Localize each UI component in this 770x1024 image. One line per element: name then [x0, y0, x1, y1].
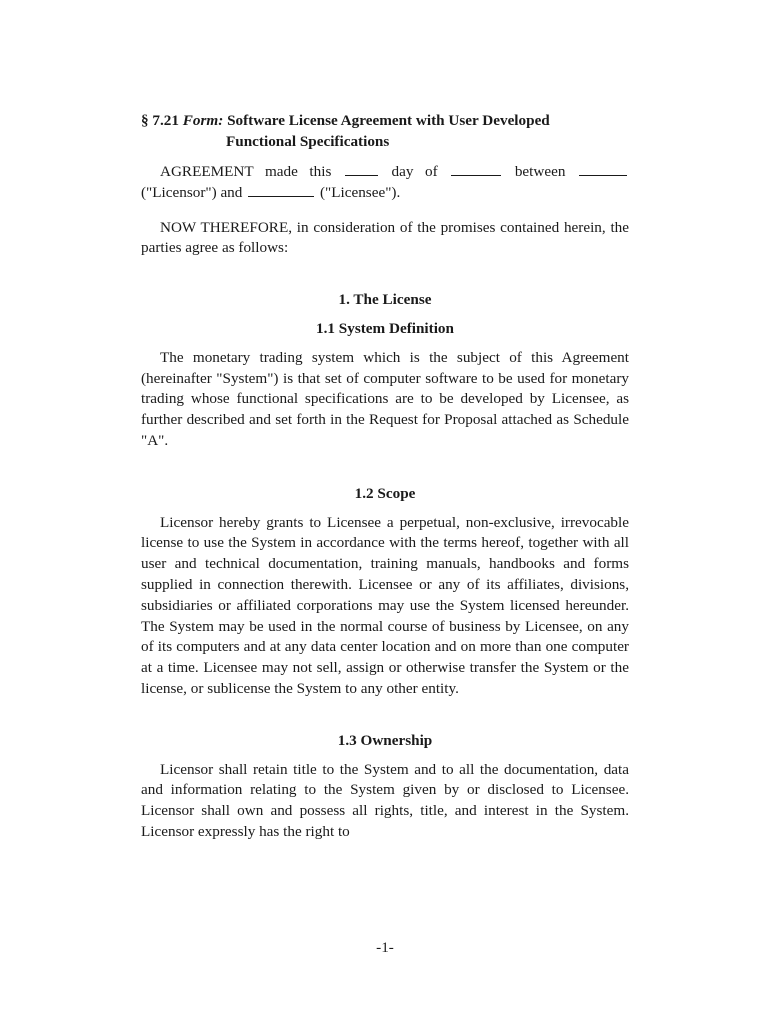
section-1-heading: 1. The License	[338, 291, 432, 309]
section-1-1-paragraph: The monetary trading system which is the subject of this Agreement (hereinafter "System") is that set of computer software to be used for monetary trading whose functional specifications are to be developed by Licensee, as further described and set forth in the Request for Proposal attached as Schedule "A".	[141, 348, 629, 449]
section-number: § 7.21	[141, 112, 179, 129]
section-1-2-paragraph: Licensor hereby grants to Licensee a perpetual, non-exclusive, irrevocable license to use the System in accordance with the terms hereof, together with all user and technical documentation, training manuals, handbooks and forms supplied in connection therewith. Licensee or any of its affiliates, divisions, subsidiaries or affiliated corporations may use the System licensed hereunder. The System may be used in the normal course of business by Licensee, on any of its computers and at any data center location and on more than one computer at a time. Licensee may not sell, assign or otherwise transfer the System or the license, or sublicense the System to any other entity.	[141, 513, 629, 697]
blank-day-line	[345, 163, 378, 176]
preamble-text-1: AGREEMENT made this	[160, 163, 332, 180]
title-line-1: Software License Agreement with User Developed	[227, 112, 550, 129]
document-page	[141, 110, 629, 843]
page-number: -1-	[376, 939, 394, 956]
title-line-2: Functional Specifications	[226, 133, 390, 150]
section-1-3-heading: 1.3 Ownership	[337, 731, 433, 749]
section-1-3-paragraph: Licensor shall retain title to the System and to all the documentation, data and information relating to the System given by or disclosed to Licensee. Licensor shall own and possess all rights, title, and interest in the System. Licensor expressly has the right to	[141, 760, 629, 840]
form-label: Form:	[182, 112, 224, 129]
preamble-text-3: between	[514, 163, 566, 180]
preamble-text-5: ("Licensee").	[319, 183, 401, 201]
now-therefore-paragraph: NOW THEREFORE, in consideration of the promises contained herein, the parties agree as follows:	[141, 218, 629, 257]
document-title	[141, 110, 629, 152]
blank-month-line	[451, 163, 501, 176]
preamble-text-4: ("Licensor") and	[141, 183, 243, 201]
preamble-text-2: day of	[391, 163, 438, 180]
section-1-1-heading: 1.1 System Definition	[316, 319, 454, 337]
section-1-2-heading: 1.2 Scope	[354, 484, 416, 502]
preamble-paragraph	[141, 162, 629, 204]
blank-licensee-line	[248, 184, 314, 197]
blank-licensor-line	[579, 163, 627, 176]
